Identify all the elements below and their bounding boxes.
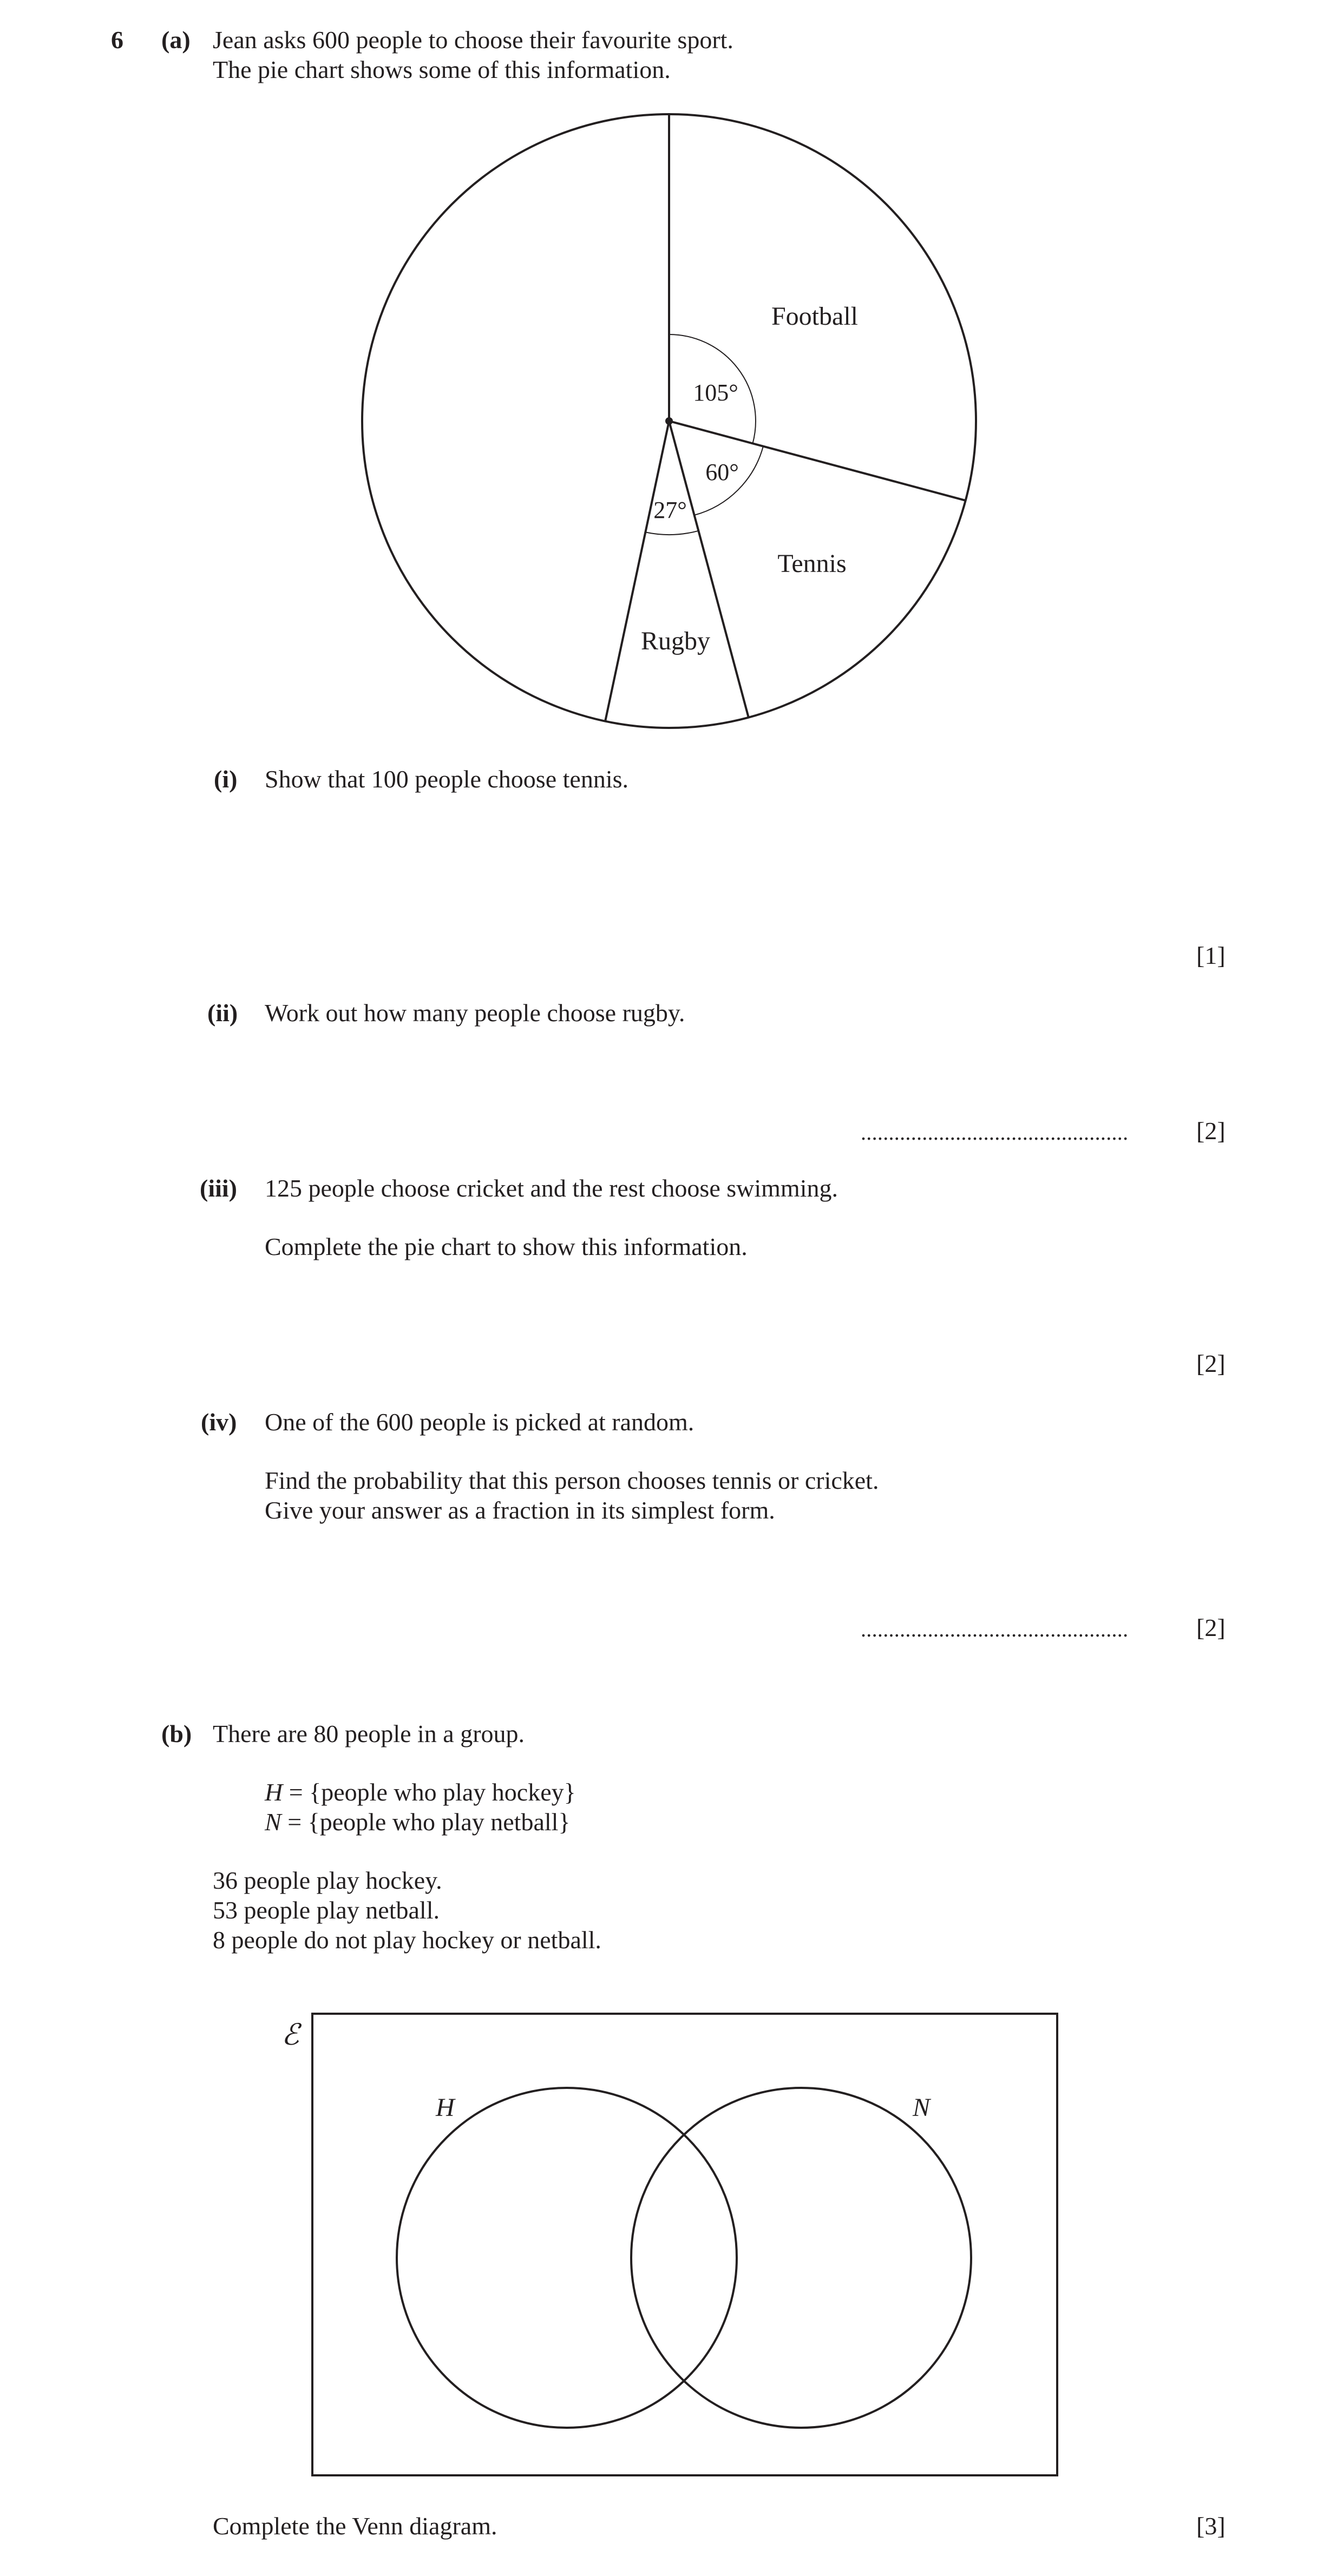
part-iv-text-line-1: One of the 600 people is picked at random. [265,1408,695,1436]
angle-label-football: 105° [693,379,738,406]
set-h-text: = {people who play hockey} [283,1778,576,1806]
pie-radius-3 [605,421,669,721]
part-iv-answer-line[interactable]: ................................................ [861,1617,1129,1641]
fact-hockey: 36 people play hockey. [213,1867,442,1894]
fact-neither: 8 people do not play hockey or netball. [213,1926,601,1954]
set-n-symbol: N [265,1808,281,1836]
part-iv-marks: [2] [1196,1614,1226,1641]
venn-label-n: N [913,2093,931,2122]
part-ii-text: Work out how many people choose rugby. [265,999,685,1027]
part-a-intro-line-2: The pie chart shows some of this information. [213,56,671,83]
set-n-text: = {people who play netball} [281,1808,571,1836]
part-b-label: (b) [161,1720,192,1747]
universal-set-box[interactable] [312,2014,1057,2475]
part-b-marks: [3] [1196,2512,1226,2540]
part-i-marks: [1] [1196,942,1226,969]
venn-label-h: H [436,2093,455,2122]
part-i-text: Show that 100 people choose tennis. [265,765,629,793]
sector-label-football: Football [771,302,859,331]
sector-label-rugby: Rugby [640,627,711,655]
part-ii-label: (ii) [207,999,238,1027]
angle-label-tennis: 60° [705,459,739,485]
pie-chart [0,0,1343,758]
part-iv-text-line-3: Give your answer as a fraction in its simplest form. [265,1496,775,1524]
angle-arc-rugby [645,531,698,535]
question-number: 6 [111,26,123,54]
part-ii-answer-line[interactable]: ................................................ [861,1120,1129,1145]
fact-netball: 53 people play netball. [213,1896,440,1924]
set-h-symbol: H [265,1778,283,1806]
part-iv-text-line-2: Find the probability that this person chooses tennis or cricket. [265,1467,879,1494]
angle-label-rugby: 27° [653,497,687,523]
part-iv-label: (iv) [201,1408,237,1436]
part-ii-marks: [2] [1196,1117,1226,1145]
set-n-definition [265,1807,571,1837]
venn-instruction: Complete the Venn diagram. [213,2512,497,2540]
part-iii-text-line-2: Complete the pie chart to show this information. [265,1233,748,1260]
venn-circle-n[interactable] [631,2088,971,2428]
part-a-label: (a) [161,26,191,54]
part-a-intro-line-1: Jean asks 600 people to choose their favourite sport. [213,26,733,54]
part-iii-marks: [2] [1196,1350,1226,1377]
pie-centre-point [665,417,673,425]
part-iii-label: (iii) [200,1174,237,1202]
set-h-definition [265,1777,576,1808]
sector-label-tennis: Tennis [777,549,847,578]
part-i-label: (i) [214,765,238,793]
part-iii-text-line-1: 125 people choose cricket and the rest choose swimming. [265,1174,838,1202]
venn-circle-h[interactable] [397,2088,737,2428]
part-b-intro: There are 80 people in a group. [213,1720,525,1747]
universal-set-symbol: ℰ [281,2019,299,2051]
